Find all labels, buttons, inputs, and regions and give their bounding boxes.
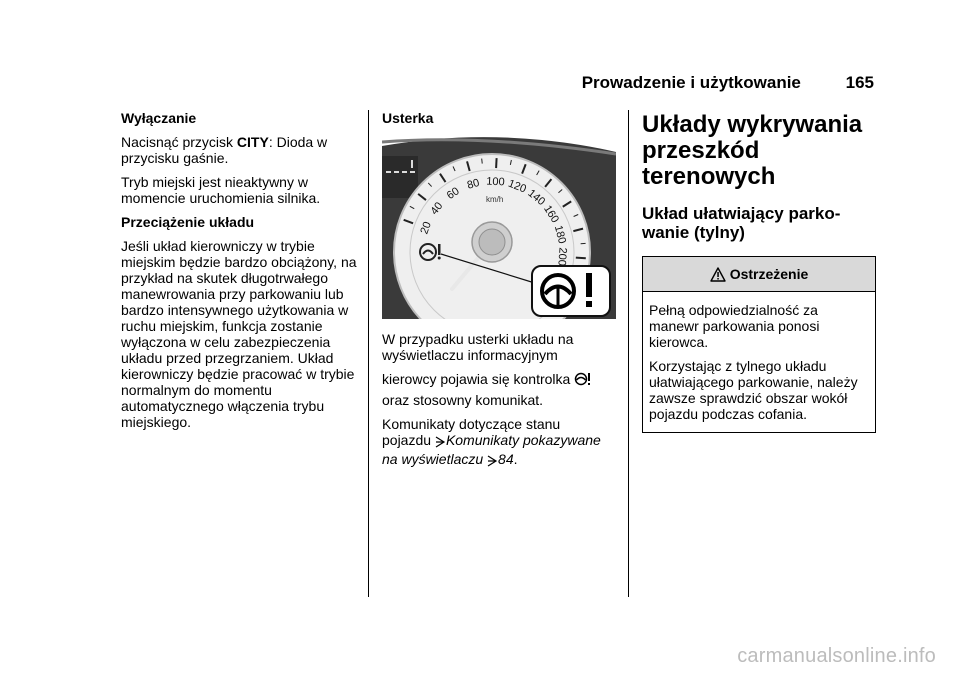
dial-tick-label: 60 [444,185,462,203]
paragraph-off: Nacisnąć przycisk CITY: Dioda w przycisku gaśnie. [121,134,328,166]
city-key: CITY [236,134,269,150]
column-divider-2 [628,110,629,597]
dial-tick-label: 200 [555,247,569,267]
column-3 [642,110,876,433]
heading-overload: Przeciążenie układu [121,214,255,230]
section-title: Prowadzenie i użytkowanie [581,73,801,92]
speedometer-illustration [382,134,616,319]
warning-paragraph-1: Pełną odpowiedzialność za manewr parkowania ponosi kierowca. [649,302,820,350]
dial-tick-label: 100 [485,175,505,189]
gauge-unit-label: km/h [486,195,504,204]
column-1 [121,110,359,438]
reference-page[interactable]: 84 [498,451,514,467]
paragraph-inactive: Tryb miejski jest nieaktywny w momencie uruchomienia silnika. [121,174,321,206]
warning-box [642,256,876,433]
paragraph-lamp: kierowcy pojawia się kontrolka [382,371,616,390]
heading-off: Wyłączanie [121,110,197,126]
warning-header [643,257,875,292]
heading-fault: Usterka [382,110,434,126]
paragraph-overload: Jeśli układ kierowniczy w trybie miejskim będzie bardzo obciążony, na przykład na skutek długotrwałego manewrowania przy parkowaniu lub bardzo intensywnego użytkowania w ruchu miejskim, funkcja zostanie wyłączona w celu zabezpieczenia układu przed przegrzaniem. Układ kierowniczy będzie pracować w trybie normalnym do momentu automatycznego włączenia trybu miejskiego. [121,238,357,430]
page-number: 165 [845,73,874,92]
dial-tick-label: 20 [418,220,434,236]
paragraph-status: Komunikaty dotyczące stanu [382,416,561,432]
warning-triangle-icon [710,267,726,282]
dial-major-tick [576,258,586,259]
paragraph-reference: pojazdu Komunikaty pokazywane na wyświetlaczu 84. [382,432,616,470]
dial-tick-label: 80 [465,177,481,192]
column-divider-1 [368,110,369,597]
column-2 [382,110,616,478]
warning-body [643,292,875,432]
steering-warning-icon [574,371,592,390]
reference-arrow-icon [487,454,498,470]
page-header [582,73,874,93]
chapter-heading: Układy wykrywania przeszkód terenowych [642,111,863,190]
reference-arrow-icon [435,435,446,451]
dial-tick-label: 40 [428,200,446,218]
dial-minor-tick [482,159,483,164]
paragraph-fault: W przypadku usterki układu na wyświetlaczu informacyjnym [382,331,574,363]
watermark: carmanualsonline.info [737,645,936,667]
section-heading: Układ ułatwiający parko-wanie (tylny) [642,204,841,242]
warning-paragraph-2: Korzystając z tylnego układu ułatwiającego parkowanie, należy zawsze sprawdzić obszar wokół pojazdu podczas cofania. [649,358,858,422]
paragraph-message: oraz stosowny komunikat. [382,392,544,408]
dial-tick-label: 140 [525,187,548,209]
reference-link[interactable]: Komunikaty pokazywane na wyświetlaczu [382,432,601,467]
dial-tick-label: 120 [506,177,528,196]
warning-title: Ostrzeżenie [729,266,809,282]
dial-tick-label: 160 [541,203,562,226]
dial-tick-label: 180 [551,224,568,245]
